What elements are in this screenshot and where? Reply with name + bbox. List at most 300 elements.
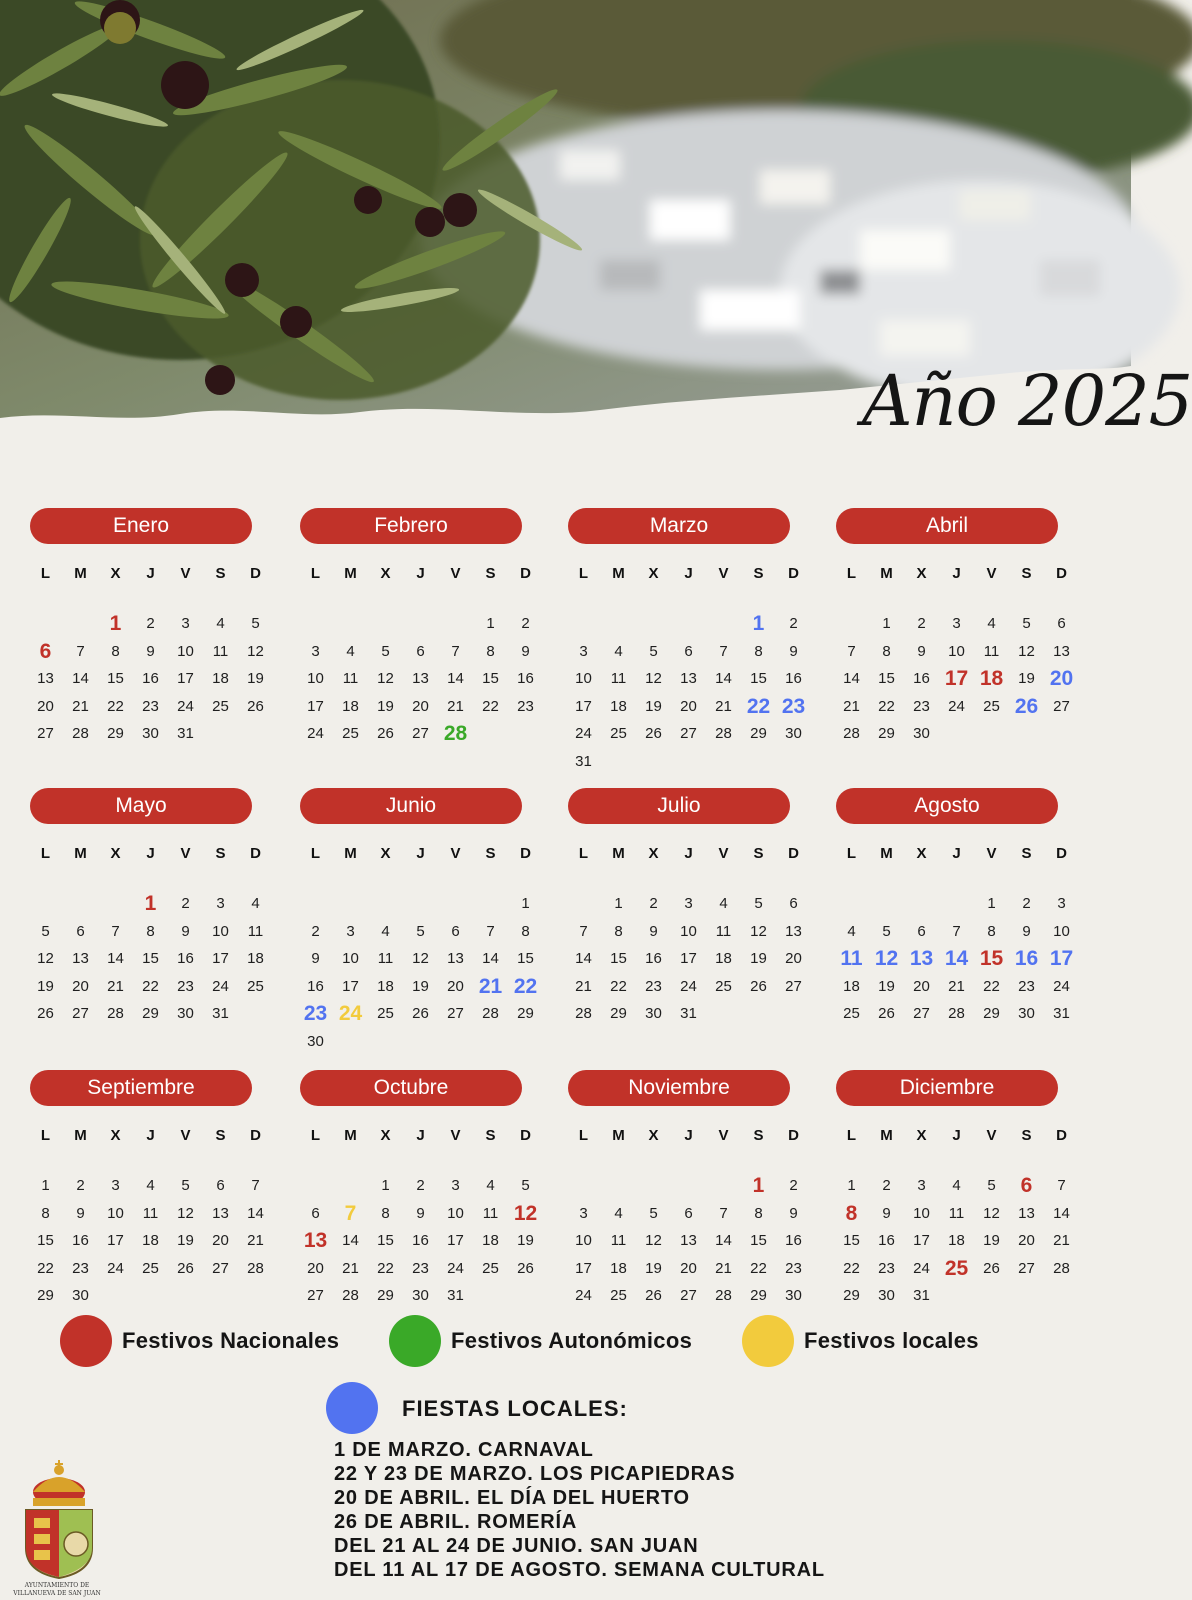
calendar-day: 5 bbox=[381, 642, 390, 660]
calendar-day: 16 bbox=[517, 670, 534, 687]
weekday-header: X bbox=[110, 1127, 121, 1144]
calendar-day: 7 bbox=[719, 642, 728, 660]
calendar-day: 27 bbox=[212, 1259, 229, 1277]
calendar-day: 12 bbox=[37, 950, 54, 967]
month-octubre bbox=[298, 1070, 538, 1340]
legend-item bbox=[60, 1314, 339, 1368]
calendar-day: 4 bbox=[952, 1177, 961, 1194]
weekday-header: X bbox=[648, 565, 659, 582]
calendar-day: 11 bbox=[377, 950, 394, 967]
calendar-day: 24 bbox=[107, 1259, 124, 1277]
holiday-day: 23 bbox=[781, 694, 806, 718]
calendar-day: 25 bbox=[610, 1287, 627, 1304]
calendar-day: 8 bbox=[754, 642, 763, 660]
calendar-day: 21 bbox=[715, 697, 732, 715]
weekday-header: D bbox=[788, 1127, 799, 1144]
month-title: Mayo bbox=[30, 788, 252, 824]
calendar-day: 23 bbox=[1018, 977, 1035, 995]
month-title: Octubre bbox=[300, 1070, 522, 1106]
weekday-header: J bbox=[416, 565, 425, 582]
calendar-day: 4 bbox=[346, 642, 355, 660]
calendar-day: 9 bbox=[649, 922, 658, 940]
calendar-day: 22 bbox=[37, 1259, 54, 1277]
calendar-day: 25 bbox=[377, 1005, 394, 1022]
calendar-day: 2 bbox=[649, 895, 658, 912]
calendar-day: 7 bbox=[76, 642, 85, 660]
calendar-day: 5 bbox=[754, 895, 763, 912]
calendar-day: 11 bbox=[948, 1204, 965, 1222]
month-junio bbox=[298, 788, 538, 1058]
calendar-day: 13 bbox=[37, 670, 54, 687]
legend-item bbox=[389, 1314, 692, 1368]
calendar-day: 9 bbox=[521, 642, 530, 660]
holiday-day: 1 bbox=[144, 892, 157, 915]
calendar-day: 15 bbox=[750, 670, 767, 687]
calendar-day: 9 bbox=[146, 642, 155, 660]
calendar-day: 28 bbox=[843, 725, 860, 742]
calendar-day: 13 bbox=[1053, 642, 1070, 660]
calendar-day: 22 bbox=[142, 977, 159, 995]
calendar-day: 10 bbox=[575, 1232, 592, 1249]
weekday-header: M bbox=[344, 845, 357, 862]
calendar-day: 14 bbox=[715, 670, 732, 687]
weekday-header: M bbox=[612, 1127, 625, 1144]
calendar-day: 26 bbox=[247, 697, 264, 715]
calendar-day: 30 bbox=[72, 1287, 89, 1304]
calendar-day: 15 bbox=[377, 1232, 394, 1249]
weekday-header: X bbox=[916, 565, 927, 582]
calendar-day: 5 bbox=[987, 1177, 996, 1194]
weekday-header: S bbox=[1021, 845, 1032, 862]
calendar-day: 7 bbox=[1057, 1177, 1066, 1194]
holiday-day: 11 bbox=[840, 947, 863, 970]
calendar-day: 14 bbox=[482, 950, 499, 967]
calendar-day: 17 bbox=[575, 1259, 592, 1277]
calendar-day: 16 bbox=[785, 1232, 802, 1249]
calendar-day: 27 bbox=[72, 1005, 89, 1022]
calendar-day: 23 bbox=[785, 1259, 802, 1277]
calendar-day: 3 bbox=[181, 615, 190, 632]
calendar-day: 16 bbox=[645, 950, 662, 967]
weekday-header: J bbox=[146, 565, 155, 582]
calendar-day: 19 bbox=[517, 1232, 534, 1249]
calendar-day: 29 bbox=[983, 1005, 1000, 1022]
local-holiday-item: DEL 11 AL 17 DE AGOSTO. SEMANA CULTURAL bbox=[334, 1559, 825, 1581]
calendar-day: 19 bbox=[177, 1232, 194, 1249]
calendar-day: 1 bbox=[381, 1177, 390, 1194]
calendar-day: 23 bbox=[177, 977, 194, 995]
calendar-day: 21 bbox=[342, 1259, 359, 1277]
holiday-day: 22 bbox=[746, 694, 771, 718]
calendar-day: 16 bbox=[142, 670, 159, 687]
weekday-header: M bbox=[74, 565, 87, 582]
weekday-header: L bbox=[578, 845, 589, 862]
calendar-day: 5 bbox=[882, 922, 891, 940]
month-title: Enero bbox=[30, 508, 252, 544]
legend-item bbox=[742, 1314, 979, 1368]
calendar-day: 19 bbox=[645, 697, 662, 715]
calendar-day: 7 bbox=[111, 922, 120, 940]
calendar-day: 5 bbox=[416, 922, 425, 940]
holiday-day: 1 bbox=[752, 612, 765, 635]
calendar-day: 8 bbox=[381, 1204, 390, 1222]
calendar-day: 12 bbox=[412, 950, 429, 967]
calendar-day: 8 bbox=[111, 642, 120, 660]
calendar-day: 20 bbox=[212, 1232, 229, 1249]
calendar-day: 17 bbox=[307, 697, 324, 715]
calendar-day: 30 bbox=[785, 725, 802, 742]
legend-label: Festivos Nacionales bbox=[122, 1328, 340, 1353]
calendar-day: 19 bbox=[247, 670, 264, 687]
weekday-header: S bbox=[485, 565, 496, 582]
calendar-day: 12 bbox=[645, 670, 662, 687]
weekday-header: L bbox=[846, 1127, 857, 1144]
calendar-day: 30 bbox=[878, 1287, 895, 1304]
calendar-day: 19 bbox=[983, 1232, 1000, 1249]
holiday-day: 12 bbox=[513, 1201, 538, 1225]
calendar-day: 26 bbox=[645, 1287, 662, 1304]
calendar-day: 17 bbox=[913, 1232, 930, 1249]
calendar-day: 3 bbox=[684, 895, 693, 912]
weekday-header: X bbox=[110, 565, 121, 582]
month-julio bbox=[566, 788, 806, 1058]
calendar-day: 19 bbox=[377, 697, 394, 715]
calendar-day: 21 bbox=[948, 977, 965, 995]
calendar-day: 14 bbox=[72, 670, 89, 687]
holiday-day: 20 bbox=[1049, 667, 1074, 690]
calendar-day: 21 bbox=[72, 697, 89, 715]
weekday-header: L bbox=[40, 565, 51, 582]
calendar-day: 31 bbox=[913, 1287, 930, 1304]
calendar-day: 25 bbox=[247, 977, 264, 995]
calendar-day: 27 bbox=[913, 1005, 930, 1022]
weekday-header: M bbox=[612, 565, 625, 582]
calendar-day: 6 bbox=[451, 922, 460, 940]
calendar-day: 18 bbox=[715, 950, 732, 967]
calendar-day: 6 bbox=[684, 642, 693, 660]
calendar-day: 2 bbox=[1022, 895, 1031, 912]
holiday-day: 1 bbox=[109, 612, 122, 635]
calendar-day: 15 bbox=[37, 1232, 54, 1249]
calendar-day: 25 bbox=[715, 977, 732, 995]
calendar-day: 27 bbox=[785, 977, 802, 995]
calendar-day: 4 bbox=[251, 895, 260, 912]
calendar-day: 27 bbox=[680, 1287, 697, 1304]
calendar-day: 7 bbox=[486, 922, 495, 940]
calendar-day: 27 bbox=[37, 725, 54, 742]
calendar-day: 25 bbox=[482, 1259, 499, 1277]
calendar-day: 30 bbox=[785, 1287, 802, 1304]
calendar-day: 22 bbox=[107, 697, 124, 715]
weekday-header: V bbox=[986, 1127, 997, 1144]
weekday-header: X bbox=[110, 845, 121, 862]
calendar-day: 15 bbox=[142, 950, 159, 967]
calendar-day: 3 bbox=[216, 895, 225, 912]
calendar-day: 22 bbox=[482, 697, 499, 715]
weekday-header: J bbox=[416, 845, 425, 862]
calendar-day: 29 bbox=[142, 1005, 159, 1022]
calendar-day: 20 bbox=[913, 977, 930, 995]
calendar-day: 15 bbox=[750, 1232, 767, 1249]
calendar-day: 29 bbox=[843, 1287, 860, 1304]
weekday-header: D bbox=[250, 565, 261, 582]
calendar-day: 14 bbox=[342, 1232, 359, 1249]
weekday-header: S bbox=[1021, 1127, 1032, 1144]
calendar-day: 16 bbox=[307, 977, 324, 995]
weekday-header: M bbox=[612, 845, 625, 862]
local-holidays-list bbox=[334, 1438, 825, 1582]
calendar-day: 28 bbox=[72, 725, 89, 742]
calendar-day: 11 bbox=[610, 1232, 627, 1249]
weekday-header: V bbox=[450, 1127, 461, 1144]
weekday-header: V bbox=[986, 565, 997, 582]
calendar-day: 29 bbox=[610, 1005, 627, 1022]
calendar-day: 16 bbox=[412, 1232, 429, 1249]
calendar-day: 24 bbox=[177, 697, 194, 715]
weekday-header: X bbox=[916, 1127, 927, 1144]
calendar-day: 20 bbox=[307, 1259, 324, 1277]
calendar-day: 10 bbox=[177, 642, 194, 660]
calendar-day: 30 bbox=[177, 1005, 194, 1022]
legend-dot bbox=[742, 1315, 794, 1367]
calendar-day: 20 bbox=[785, 950, 802, 967]
calendar-day: 29 bbox=[517, 1005, 534, 1022]
calendar-day: 17 bbox=[447, 1232, 464, 1249]
weekday-header: J bbox=[416, 1127, 425, 1144]
calendar-day: 19 bbox=[37, 977, 54, 995]
month-title: Abril bbox=[836, 508, 1058, 544]
calendar-day: 2 bbox=[882, 1177, 891, 1194]
calendar-day: 14 bbox=[715, 1232, 732, 1249]
calendar-day: 13 bbox=[212, 1204, 229, 1222]
calendar-day: 23 bbox=[517, 697, 534, 715]
calendar-day: 19 bbox=[412, 977, 429, 995]
calendar-day: 21 bbox=[107, 977, 124, 995]
calendar-day: 10 bbox=[107, 1204, 124, 1222]
calendar-day: 16 bbox=[177, 950, 194, 967]
calendar-day: 3 bbox=[917, 1177, 926, 1194]
calendar-day: 24 bbox=[307, 725, 324, 742]
calendar-day: 22 bbox=[377, 1259, 394, 1277]
calendar-day: 12 bbox=[750, 922, 767, 940]
calendar-day: 4 bbox=[381, 922, 390, 940]
holiday-day: 25 bbox=[944, 1256, 969, 1280]
calendar-day: 28 bbox=[342, 1287, 359, 1304]
month-agosto bbox=[834, 788, 1074, 1058]
calendar-day: 27 bbox=[1053, 697, 1070, 715]
calendar-day: 26 bbox=[37, 1005, 54, 1022]
calendar-day: 24 bbox=[447, 1259, 464, 1277]
calendar-day: 17 bbox=[680, 950, 697, 967]
calendar-day: 13 bbox=[72, 950, 89, 967]
calendar-day: 9 bbox=[416, 1204, 425, 1222]
calendar-day: 29 bbox=[107, 725, 124, 742]
calendar-day: 7 bbox=[719, 1204, 728, 1222]
calendar-day: 26 bbox=[878, 1005, 895, 1022]
calendar-day: 14 bbox=[1053, 1204, 1070, 1222]
calendar-day: 24 bbox=[913, 1259, 930, 1277]
month-marzo bbox=[566, 508, 806, 778]
calendar-day: 3 bbox=[952, 615, 961, 632]
calendar-day: 11 bbox=[715, 922, 732, 940]
calendar-day: 31 bbox=[212, 1005, 229, 1022]
calendar-day: 26 bbox=[645, 725, 662, 742]
calendar-day: 3 bbox=[346, 922, 355, 940]
calendar-day: 5 bbox=[41, 922, 50, 940]
calendar-day: 15 bbox=[610, 950, 627, 967]
calendar-day: 11 bbox=[212, 642, 229, 660]
calendar-day: 21 bbox=[575, 977, 592, 995]
weekday-header: D bbox=[788, 565, 799, 582]
calendar-day: 6 bbox=[684, 1204, 693, 1222]
holiday-day: 15 bbox=[979, 947, 1004, 970]
calendar-day: 6 bbox=[216, 1177, 225, 1194]
calendar-day: 28 bbox=[107, 1005, 124, 1022]
weekday-header: D bbox=[250, 845, 261, 862]
weekday-header: S bbox=[485, 845, 496, 862]
calendar-day: 3 bbox=[111, 1177, 120, 1194]
calendar-day: 23 bbox=[913, 697, 930, 715]
calendar-day: 14 bbox=[247, 1204, 264, 1222]
calendar-day: 5 bbox=[251, 615, 260, 632]
calendar-day: 16 bbox=[785, 670, 802, 687]
month-septiembre bbox=[28, 1070, 268, 1340]
weekday-header: L bbox=[310, 845, 321, 862]
calendar-day: 24 bbox=[680, 977, 697, 995]
calendar-day: 18 bbox=[377, 977, 394, 995]
calendar-day: 23 bbox=[142, 697, 159, 715]
weekday-header: M bbox=[880, 1127, 893, 1144]
holiday-day: 6 bbox=[1020, 1174, 1033, 1197]
calendar-day: 20 bbox=[412, 697, 429, 715]
calendar-day: 2 bbox=[789, 615, 798, 632]
calendar-day: 4 bbox=[719, 895, 728, 912]
calendar-day: 8 bbox=[614, 922, 623, 940]
month-enero bbox=[28, 508, 268, 778]
calendar-day: 22 bbox=[843, 1259, 860, 1277]
calendar-day: 1 bbox=[41, 1177, 50, 1194]
calendar-day: 3 bbox=[1057, 895, 1066, 912]
weekday-header: S bbox=[215, 845, 226, 862]
weekday-header: M bbox=[74, 1127, 87, 1144]
calendar-day: 10 bbox=[212, 922, 229, 940]
month-title: Febrero bbox=[300, 508, 522, 544]
calendar-day: 6 bbox=[416, 642, 425, 660]
calendar-day: 1 bbox=[521, 895, 530, 912]
calendar-day: 6 bbox=[789, 895, 798, 912]
calendar-day: 9 bbox=[311, 950, 320, 967]
calendar-day: 18 bbox=[948, 1232, 965, 1249]
weekday-header: V bbox=[718, 565, 729, 582]
calendar-day: 21 bbox=[1053, 1232, 1070, 1249]
calendar-day: 21 bbox=[843, 697, 860, 715]
calendar-day: 24 bbox=[948, 697, 965, 715]
weekday-header: J bbox=[952, 845, 961, 862]
calendar-day: 21 bbox=[715, 1259, 732, 1277]
weekday-header: D bbox=[788, 845, 799, 862]
month-title: Noviembre bbox=[568, 1070, 790, 1106]
calendar-day: 8 bbox=[486, 642, 495, 660]
weekday-header: X bbox=[648, 1127, 659, 1144]
month-diciembre bbox=[834, 1070, 1074, 1340]
holiday-day: 23 bbox=[303, 1002, 328, 1025]
calendar-day: 5 bbox=[649, 1204, 658, 1222]
month-title: Diciembre bbox=[836, 1070, 1058, 1106]
calendar-day: 14 bbox=[447, 670, 464, 687]
weekday-header: M bbox=[74, 845, 87, 862]
local-holidays-title: FIESTAS LOCALES: bbox=[402, 1396, 628, 1421]
weekday-header: D bbox=[520, 1127, 531, 1144]
weekday-header: L bbox=[310, 1127, 321, 1144]
holiday-day: 7 bbox=[344, 1201, 357, 1225]
holiday-day: 8 bbox=[845, 1201, 858, 1225]
holiday-day: 6 bbox=[39, 639, 52, 663]
holiday-day: 12 bbox=[874, 947, 899, 970]
calendar-day: 26 bbox=[177, 1259, 194, 1277]
weekday-header: D bbox=[1056, 1127, 1067, 1144]
weekday-header: J bbox=[684, 565, 693, 582]
weekday-header: V bbox=[986, 845, 997, 862]
weekday-header: S bbox=[485, 1127, 496, 1144]
calendar-day: 6 bbox=[76, 922, 85, 940]
legend-label: Festivos locales bbox=[804, 1328, 979, 1353]
calendar-day: 25 bbox=[212, 697, 229, 715]
calendar-day: 5 bbox=[1022, 615, 1031, 632]
month-abril bbox=[834, 508, 1074, 778]
calendar-day: 25 bbox=[142, 1259, 159, 1277]
holiday-day: 13 bbox=[909, 947, 934, 970]
calendar-day: 20 bbox=[447, 977, 464, 995]
calendar-day: 16 bbox=[878, 1232, 895, 1249]
calendar-day: 23 bbox=[412, 1259, 429, 1277]
calendar-day: 30 bbox=[645, 1005, 662, 1022]
calendar-day: 11 bbox=[983, 642, 1000, 660]
calendar-day: 13 bbox=[680, 670, 697, 687]
calendar-day: 22 bbox=[610, 977, 627, 995]
calendar-day: 29 bbox=[750, 725, 767, 742]
month-title: Agosto bbox=[836, 788, 1058, 824]
calendar-day: 17 bbox=[107, 1232, 124, 1249]
month-febrero bbox=[298, 508, 538, 778]
calendar-day: 1 bbox=[882, 615, 891, 632]
calendar-day: 29 bbox=[750, 1287, 767, 1304]
local-holiday-item: 22 Y 23 DE MARZO. LOS PICAPIEDRAS bbox=[334, 1463, 736, 1485]
weekday-header: V bbox=[180, 1127, 191, 1144]
weekday-header: X bbox=[648, 845, 659, 862]
calendar-day: 27 bbox=[307, 1287, 324, 1304]
calendar-day: 25 bbox=[610, 725, 627, 742]
weekday-header: D bbox=[520, 565, 531, 582]
calendar-day: 22 bbox=[878, 697, 895, 715]
local-holiday-item: 1 DE MARZO. CARNAVAL bbox=[334, 1439, 594, 1461]
calendar-day: 9 bbox=[1022, 922, 1031, 940]
calendar-day: 24 bbox=[575, 725, 592, 742]
calendar-day: 1 bbox=[847, 1177, 856, 1194]
calendar-day: 2 bbox=[521, 615, 530, 632]
holiday-day: 28 bbox=[443, 722, 468, 745]
calendar-day: 4 bbox=[614, 1204, 623, 1222]
calendar-day: 31 bbox=[177, 725, 194, 742]
weekday-header: L bbox=[578, 1127, 589, 1144]
calendar-day: 30 bbox=[913, 725, 930, 742]
weekday-header: V bbox=[718, 1127, 729, 1144]
calendar-day: 28 bbox=[1053, 1259, 1070, 1277]
calendar-day: 27 bbox=[412, 725, 429, 742]
calendar-day: 28 bbox=[482, 1005, 499, 1022]
weekday-header: X bbox=[916, 845, 927, 862]
calendar-day: 31 bbox=[447, 1287, 464, 1304]
calendar-day: 18 bbox=[342, 697, 359, 715]
